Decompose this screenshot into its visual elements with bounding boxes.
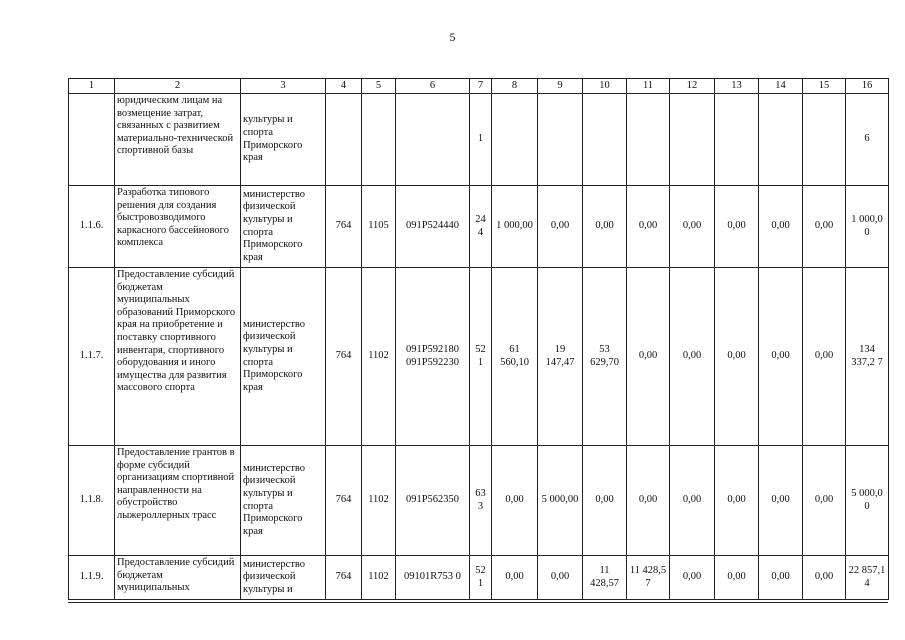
value-cell: 0,00 xyxy=(759,556,803,600)
page-bottom-rule xyxy=(68,602,888,603)
column-header: 14 xyxy=(759,79,803,94)
value-cell: 0,00 xyxy=(492,556,538,600)
column-header: 5 xyxy=(362,79,396,94)
value-cell: 53 629,70 xyxy=(583,268,627,446)
value-cell: 0,00 xyxy=(715,556,759,600)
value-cell: 0,00 xyxy=(492,446,538,556)
column-header: 9 xyxy=(538,79,583,94)
value-cell: 5 000,00 xyxy=(538,446,583,556)
value-cell: 0,00 xyxy=(759,268,803,446)
table-row xyxy=(69,186,889,268)
value-cell: 0,00 xyxy=(715,186,759,268)
table-row xyxy=(69,94,889,186)
column-header: 7 xyxy=(470,79,492,94)
column-header: 13 xyxy=(715,79,759,94)
total-cell: 6 xyxy=(846,94,889,186)
item-description: Предоставление грантов в форме субсидий организациям спортивной направленности на обустройство лыжероллерных трасс xyxy=(115,446,241,556)
item-number: 1.1.9. xyxy=(69,556,115,600)
section-code xyxy=(362,94,396,186)
value-cell: 11 428,57 xyxy=(583,556,627,600)
value-cell: 0,00 xyxy=(538,556,583,600)
value-cell: 0,00 xyxy=(759,186,803,268)
value-cell xyxy=(670,94,715,186)
budget-table xyxy=(68,78,889,600)
column-header: 11 xyxy=(627,79,670,94)
column-header: 1 xyxy=(69,79,115,94)
item-executor: министерство физической культуры и спорта Приморского края xyxy=(241,186,326,268)
value-cell xyxy=(627,94,670,186)
value-cell: 0,00 xyxy=(759,446,803,556)
item-executor: министерство физической культуры и xyxy=(241,556,326,600)
item-executor: культуры и спорта Приморского края xyxy=(241,94,326,186)
value-cell: 0,00 xyxy=(627,268,670,446)
value-cell: 0,00 xyxy=(583,186,627,268)
value-cell: 1 000,00 xyxy=(492,186,538,268)
value-cell xyxy=(759,94,803,186)
total-cell: 1 000,0 0 xyxy=(846,186,889,268)
item-description: юридическим лицам на возмещение затрат, связанных с развитием материально-технической спортивной базы xyxy=(115,94,241,186)
ministry-code: 764 xyxy=(326,268,362,446)
value-cell: 0,00 xyxy=(715,446,759,556)
table-row xyxy=(69,268,889,446)
expense-type-code: 63 3 xyxy=(470,446,492,556)
column-number-row xyxy=(69,79,889,94)
value-cell xyxy=(715,94,759,186)
target-article-code: 091P524440 xyxy=(396,186,470,268)
column-header: 3 xyxy=(241,79,326,94)
value-cell xyxy=(583,94,627,186)
total-cell: 22 857,1 4 xyxy=(846,556,889,600)
value-cell: 0,00 xyxy=(583,446,627,556)
column-header: 10 xyxy=(583,79,627,94)
target-article-code: 09101R753 0 xyxy=(396,556,470,600)
value-cell xyxy=(492,94,538,186)
table-row xyxy=(69,556,889,600)
value-cell: 0,00 xyxy=(670,446,715,556)
ministry-code: 764 xyxy=(326,446,362,556)
expense-type-code: 52 1 xyxy=(470,556,492,600)
total-cell: 134 337,2 7 xyxy=(846,268,889,446)
value-cell: 0,00 xyxy=(803,268,846,446)
total-cell: 5 000,0 0 xyxy=(846,446,889,556)
column-header: 12 xyxy=(670,79,715,94)
item-number: 1.1.7. xyxy=(69,268,115,446)
value-cell: 0,00 xyxy=(538,186,583,268)
ministry-code: 764 xyxy=(326,186,362,268)
value-cell: 0,00 xyxy=(670,268,715,446)
section-code: 1102 xyxy=(362,556,396,600)
column-header: 6 xyxy=(396,79,470,94)
item-executor: министерство физической культуры и спорта Приморского края xyxy=(241,268,326,446)
item-description: Разработка типового решения для создания быстровозводимого каркасного бассейнового комплекса xyxy=(115,186,241,268)
section-code: 1105 xyxy=(362,186,396,268)
value-cell: 61 560,10 xyxy=(492,268,538,446)
column-header: 8 xyxy=(492,79,538,94)
value-cell: 0,00 xyxy=(627,446,670,556)
section-code: 1102 xyxy=(362,446,396,556)
value-cell: 11 428,5 7 xyxy=(627,556,670,600)
value-cell: 0,00 xyxy=(715,268,759,446)
column-header: 4 xyxy=(326,79,362,94)
column-header: 2 xyxy=(115,79,241,94)
column-header: 16 xyxy=(846,79,889,94)
value-cell: 0,00 xyxy=(670,186,715,268)
section-code: 1102 xyxy=(362,268,396,446)
value-cell: 0,00 xyxy=(803,556,846,600)
value-cell: 0,00 xyxy=(803,186,846,268)
value-cell: 0,00 xyxy=(627,186,670,268)
item-description: Предоставление субсидий бюджетам муниципальных образований Приморского края на приобретение и поставку спортивного инвентаря, спортивного оборудования и иного имущества для развития массового спорта xyxy=(115,268,241,446)
expense-type-code: 1 xyxy=(470,94,492,186)
column-header: 15 xyxy=(803,79,846,94)
target-article-code xyxy=(396,94,470,186)
item-executor: министерство физической культуры и спорта Приморского края xyxy=(241,446,326,556)
item-number: 1.1.6. xyxy=(69,186,115,268)
target-article-code: 091P562350 xyxy=(396,446,470,556)
value-cell xyxy=(538,94,583,186)
expense-type-code: 52 1 xyxy=(470,268,492,446)
ministry-code xyxy=(326,94,362,186)
value-cell: 0,00 xyxy=(670,556,715,600)
item-number xyxy=(69,94,115,186)
value-cell: 19 147,47 xyxy=(538,268,583,446)
ministry-code: 764 xyxy=(326,556,362,600)
expense-type-code: 24 4 xyxy=(470,186,492,268)
page-number: 5 xyxy=(449,30,456,44)
table-row xyxy=(69,446,889,556)
value-cell xyxy=(803,94,846,186)
target-article-code: 091P592180 091P592230 xyxy=(396,268,470,446)
item-number: 1.1.8. xyxy=(69,446,115,556)
value-cell: 0,00 xyxy=(803,446,846,556)
item-description: Предоставление субсидий бюджетам муниципальных xyxy=(115,556,241,600)
